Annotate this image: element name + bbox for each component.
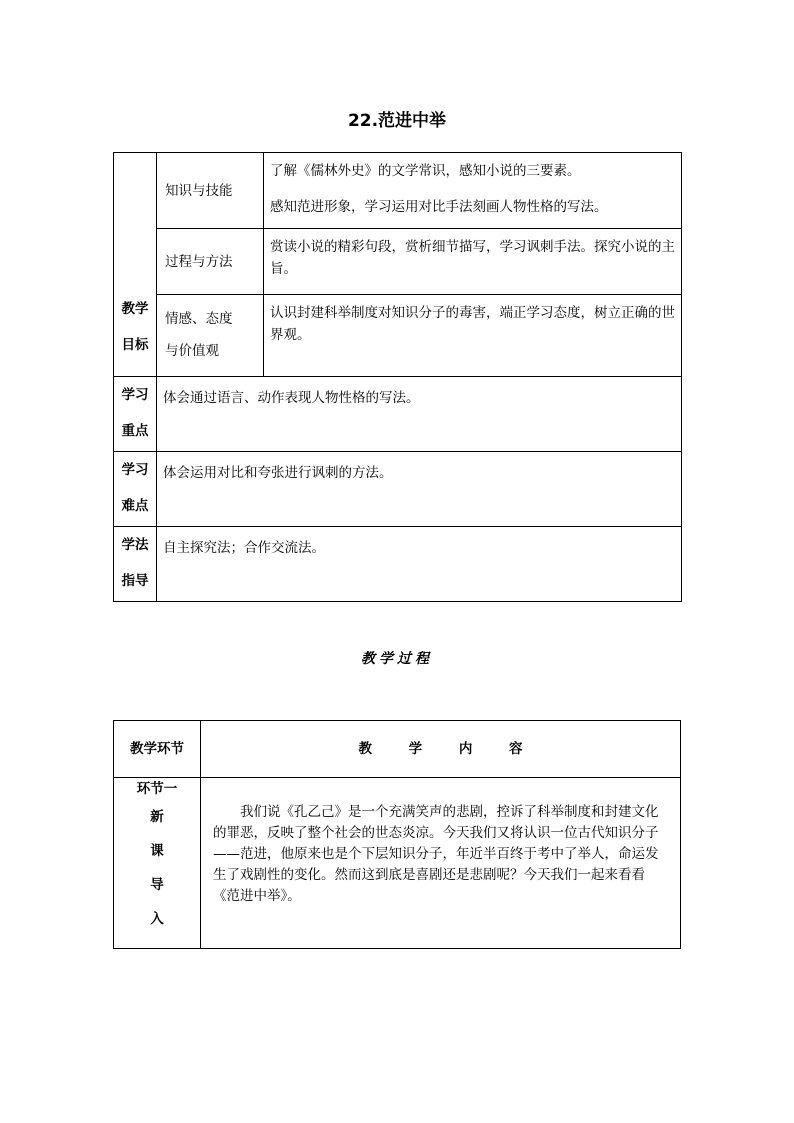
- knowledge-line2: 感知范进形象，学习运用对比手法刻画人物性格的写法。: [270, 199, 608, 215]
- teaching-process-table: [113, 720, 681, 949]
- stage-content: [201, 778, 681, 949]
- key-points-line1: 学习: [121, 387, 149, 403]
- method-header: [114, 527, 157, 602]
- method-line2: 指导: [121, 573, 149, 589]
- key-points-content: 体会通过语言、动作表现人物性格的写法。: [157, 377, 682, 452]
- content-column-header: 教 学 内 容: [201, 721, 681, 778]
- process-section-title: 教学过程: [361, 651, 433, 667]
- intro-paragraph: 我们说《孔乙己》是一个充满笑声的悲剧，控诉了科举制度和封建文化的罪恶，反映了整个社会的世态炎凉。今天我们又将认识一位古代知识分子——范进，他原来也是个下层知识分子，年近半百终于考中了举人，命运发生了戏剧性的变化。然而这到底是喜剧还是悲剧呢？今天我们一起来看看《范进中举》。: [213, 804, 659, 904]
- emotion-label-line2: 与价值观: [165, 343, 219, 359]
- emotion-content: 认识封建科举制度对知识分子的毒害，端正学习态度，树立正确的世界观。: [264, 295, 682, 377]
- process-content: 赏读小说的精彩句段，赏析细节描写，学习讽刺手法。探究小说的主旨。: [264, 229, 682, 295]
- goal-header-cell: [114, 153, 157, 377]
- stage-char-3: 导: [150, 877, 164, 893]
- emotion-label-line1: 情感、态度: [165, 311, 233, 327]
- method-line1: 学法: [121, 537, 149, 553]
- method-content: 自主探究法；合作交流法。: [157, 527, 682, 602]
- process-label: 过程与方法: [157, 229, 264, 295]
- difficulties-line1: 学习: [121, 462, 149, 478]
- key-points-line2: 重点: [121, 423, 149, 439]
- knowledge-label: 知识与技能: [157, 153, 264, 229]
- lesson-title: 22.范进中举: [347, 111, 447, 131]
- goal-header-line2: 目标: [121, 336, 149, 353]
- key-points-header: [114, 377, 157, 452]
- goal-header-line1: 教学: [121, 300, 149, 317]
- difficulties-content: 体会运用对比和夸张进行讽刺的方法。: [157, 452, 682, 527]
- stage-char-2: 课: [150, 843, 164, 859]
- stage-char-4: 入: [150, 911, 164, 927]
- emotion-label: [157, 295, 264, 377]
- difficulties-line2: 难点: [121, 498, 149, 514]
- knowledge-content: [264, 153, 682, 229]
- stage-cell: [114, 778, 201, 949]
- stage-label: 环节一: [136, 781, 178, 797]
- teaching-goals-table: [113, 152, 682, 602]
- difficulties-header: [114, 452, 157, 527]
- stage-char-1: 新: [150, 809, 164, 825]
- knowledge-line1: 了解《儒林外史》的文学常识，感知小说的三要素。: [270, 163, 581, 179]
- stage-column-header: 教学环节: [114, 721, 201, 778]
